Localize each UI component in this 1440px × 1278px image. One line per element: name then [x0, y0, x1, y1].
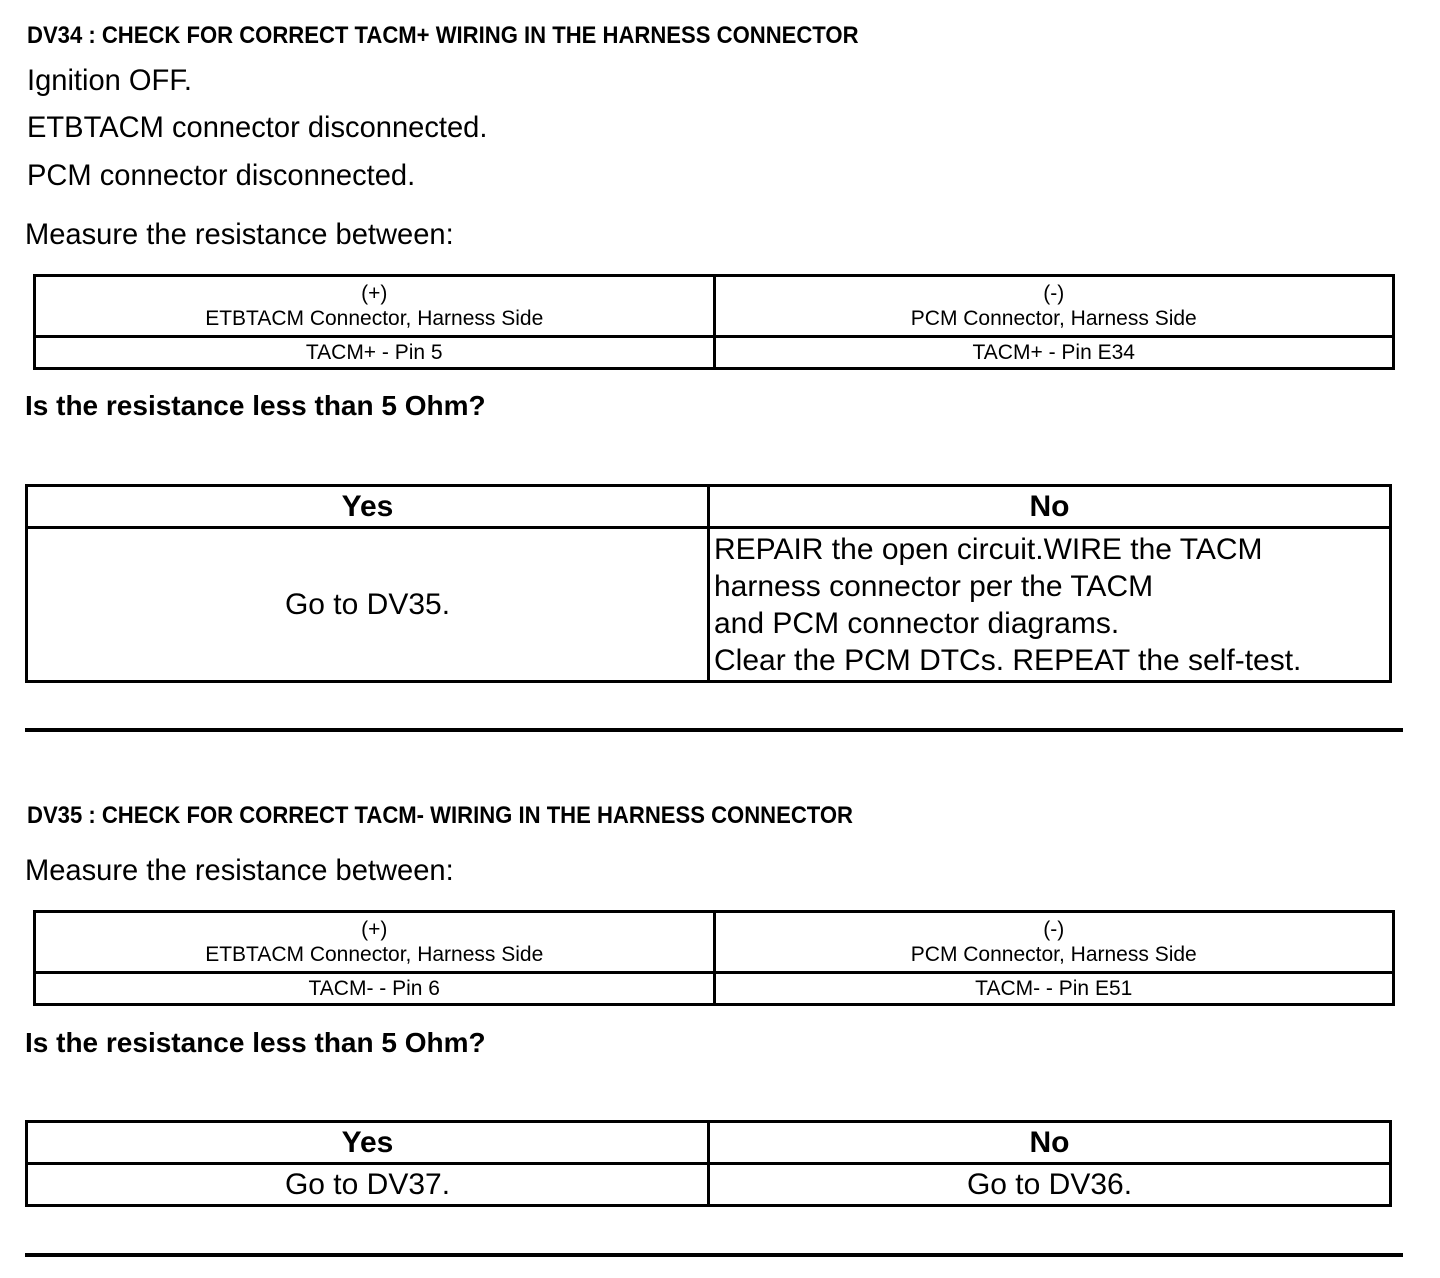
minus-pin: TACM- - Pin E51 — [714, 973, 1394, 1005]
no-header: No — [709, 1122, 1391, 1164]
plus-sign: (+) — [361, 282, 388, 305]
plus-header — [35, 912, 715, 973]
no-action: Go to DV36. — [709, 1164, 1391, 1206]
plus-label: ETBTACM Connector, Harness Side — [205, 943, 544, 966]
plus-sign: (+) — [361, 918, 388, 941]
dv34-answer-table — [25, 484, 1392, 683]
dv35-measure-table — [33, 910, 1395, 1006]
no-action-line: and PCM connector diagrams. — [714, 606, 1120, 640]
yes-header: Yes — [27, 486, 709, 528]
plus-label: ETBTACM Connector, Harness Side — [205, 307, 544, 330]
section-divider — [25, 1253, 1403, 1257]
yes-action: Go to DV35. — [27, 528, 709, 682]
section-divider — [25, 728, 1403, 732]
condition: ETBTACM connector disconnected. — [27, 111, 488, 144]
no-action — [709, 528, 1391, 682]
plus-header — [35, 276, 715, 337]
yes-action: Go to DV37. — [27, 1164, 709, 1206]
no-action-line: REPAIR the open circuit.WIRE the TACM — [714, 532, 1263, 566]
plus-pin: TACM- - Pin 6 — [35, 973, 715, 1005]
measure-instruction: Measure the resistance between: — [25, 854, 454, 887]
dv34-measure-table — [33, 274, 1395, 370]
minus-header — [714, 276, 1394, 337]
minus-label: PCM Connector, Harness Side — [910, 307, 1197, 330]
minus-sign: (-) — [1043, 282, 1065, 305]
dv35-question: Is the resistance less than 5 Ohm? — [25, 1027, 486, 1058]
yes-header: Yes — [27, 1122, 709, 1164]
no-action-line: Clear the PCM DTCs. REPEAT the self-test. — [714, 643, 1302, 677]
dv34-question: Is the resistance less than 5 Ohm? — [25, 390, 486, 421]
minus-sign: (-) — [1043, 918, 1065, 941]
plus-pin: TACM+ - Pin 5 — [35, 337, 715, 369]
condition: Ignition OFF. — [27, 64, 192, 97]
condition: PCM connector disconnected. — [27, 159, 416, 192]
dv35-answer-table — [25, 1120, 1392, 1207]
minus-header — [714, 912, 1394, 973]
dv34-title: DV34 : CHECK FOR CORRECT TACM+ WIRING IN THE HARNESS CONNECTOR — [27, 22, 859, 49]
minus-label: PCM Connector, Harness Side — [910, 943, 1197, 966]
dv35-title: DV35 : CHECK FOR CORRECT TACM- WIRING IN THE HARNESS CONNECTOR — [27, 802, 853, 829]
measure-instruction: Measure the resistance between: — [25, 218, 454, 251]
no-header: No — [709, 486, 1391, 528]
minus-pin: TACM+ - Pin E34 — [714, 337, 1394, 369]
no-action-line: harness connector per the TACM — [714, 569, 1154, 603]
